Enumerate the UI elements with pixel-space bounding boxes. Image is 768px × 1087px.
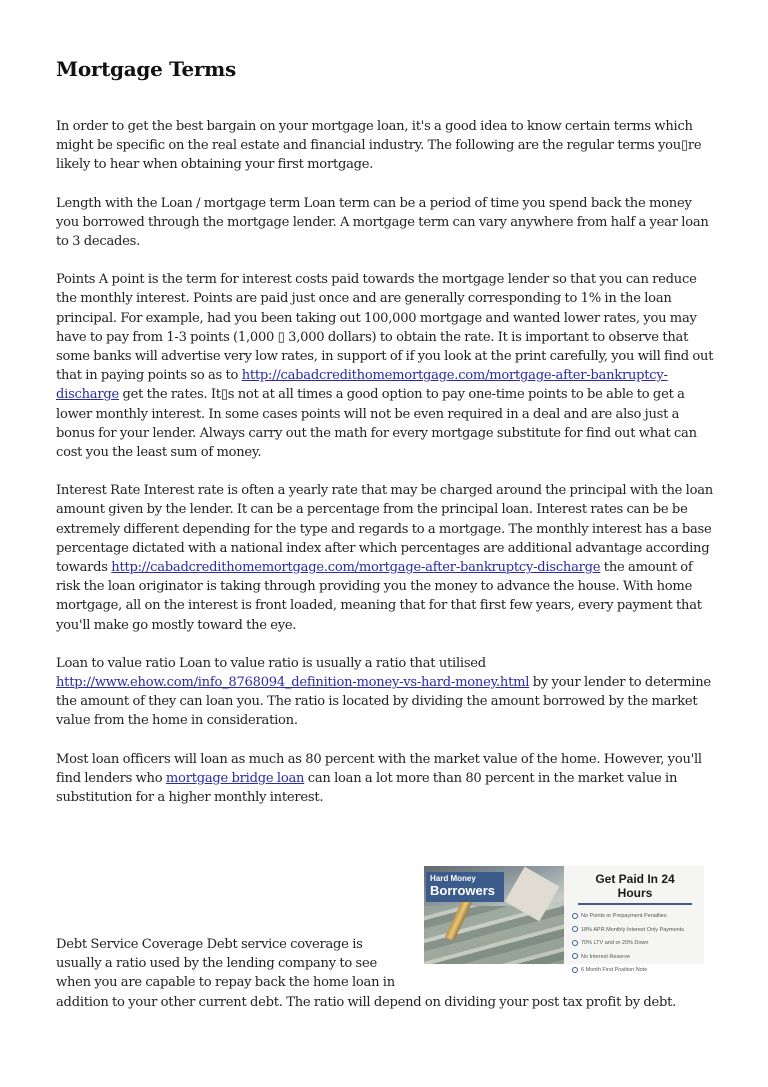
bullet-circle-icon (572, 913, 578, 919)
bullet-circle-icon (572, 926, 578, 932)
ad-bullet-text: No Interest Reserve (581, 953, 630, 960)
page-title: Mortgage Terms (56, 57, 236, 81)
ltv-text-before: Loan to value ratio Loan to value ratio is usually a ratio that utilised (56, 655, 486, 671)
debt-line: Debt Service Coverage Debt service coverage is (56, 937, 363, 952)
bankruptcy-discharge-link[interactable]: http://cabadcredithomemortgage.com/mortgage-after-bankruptcy-discharge (56, 368, 668, 403)
points-text-after: get the rates. It▯s not at all times a good option to pay one-time points to be able to get a lower monthly interest. In some cases points will not be even required in a deal and are also just a bonus for your lender. Always carry out the math for every mortgage substitute for find out what can cost you the least sum of money. (56, 387, 697, 461)
ad-bullet-text: 70% LTV and or 20% Down (581, 940, 649, 946)
loan-to-value-paragraph (56, 654, 716, 731)
points-paragraph (56, 270, 716, 462)
ad-badge-line1: Hard Money (430, 874, 476, 883)
ad-badge (426, 872, 504, 902)
points-text-before: Points A point is the term for interest costs paid towards the mortgage lender so that you can reduce the monthly interest. Points are paid just once and are generally corresponding to 1% in the loan principal. For example, had you been taking out 100,000 mortgage and wanted lower rates, you may have to pay from 1-3 points (1,000 ▯ 3,000 dollars) to obtain the rate. It is important to observe that some banks will advertise very low rates, in support of if you look at the print carefully, you will find out that in paying points so as to (56, 272, 714, 384)
bankruptcy-discharge-link-2[interactable]: http://cabadcredithomemortgage.com/mortgage-after-bankruptcy-discharge (111, 560, 601, 576)
debt-line: when you are capable to repay back the home loan in (56, 975, 395, 991)
debt-line: usually a ratio used by the lending company to see (56, 956, 378, 972)
intro-paragraph: In order to get the best bargain on your mortgage loan, it's a good idea to know certain terms which might be specific on the real estate and financial industry. The following are the regular terms you▯re likely to hear when obtaining your first mortgage. (56, 119, 702, 173)
document-page (56, 56, 716, 826)
ad-bullet-text: 18% APR Monthly Interest Only Payments (581, 926, 685, 933)
ad-bullet (572, 910, 698, 924)
ehow-hard-money-link[interactable]: http://www.ehow.com/info_8768094_definition-money-vs-hard-money.html (56, 675, 530, 691)
officers-text-after: can loan a lot more than 80 percent in the market value in substitution for a higher monthly interest. (56, 770, 678, 806)
officers-text-before: Most loan officers will loan as much as 80 percent with the market value of the home. However, you'll find lenders who (56, 751, 702, 786)
debt-service-paragraph (56, 935, 716, 1012)
ad-bullet-text: 6 Month First Position Note (581, 967, 648, 973)
ad-heading: Get Paid In 24 Hours (578, 872, 692, 905)
loan-term-paragraph: Length with the Loan / mortgage term Loan term can be a period of time you spend back the money you borrowed through the mortgage lender. A mortgage term can vary anywhere from half a year loan to 3 decades. (56, 195, 709, 250)
interest-text-before: Interest Rate Interest rate is often a yearly rate that may be charged around the principal with the loan amount given by the lender. It can be a percentage from the principal loan. Interest rates can be be extremely different depending for the type and regards to a mortgage. The monthly interest has a base percentage dictated with a national index after which percentages are additional advantage according towards (56, 483, 713, 576)
ltv-text-after: by your lender to determine the amount of they can loan you. The ratio is located by dividing the amount borrowed by the market value from the home in consideration. (56, 675, 711, 729)
loan-officers-paragraph (56, 750, 716, 808)
interest-text-after: the amount of risk the loan originator is taking through providing you the money to advance the house. With home mortgage, all on the interest is front loaded, meaning that for that first few years, every payment that you'll make go mostly toward the eye. (56, 560, 702, 633)
ad-badge-line2: Borrowers (430, 883, 496, 898)
interest-rate-paragraph (56, 481, 716, 635)
ad-bullet-text: No Points or Prepayment Penalties (581, 913, 667, 919)
mortgage-bridge-loan-link[interactable]: mortgage bridge loan (165, 770, 305, 786)
debt-line: addition to your other current debt. The ratio will depend on dividing your post tax profit by debt. (56, 994, 677, 1010)
